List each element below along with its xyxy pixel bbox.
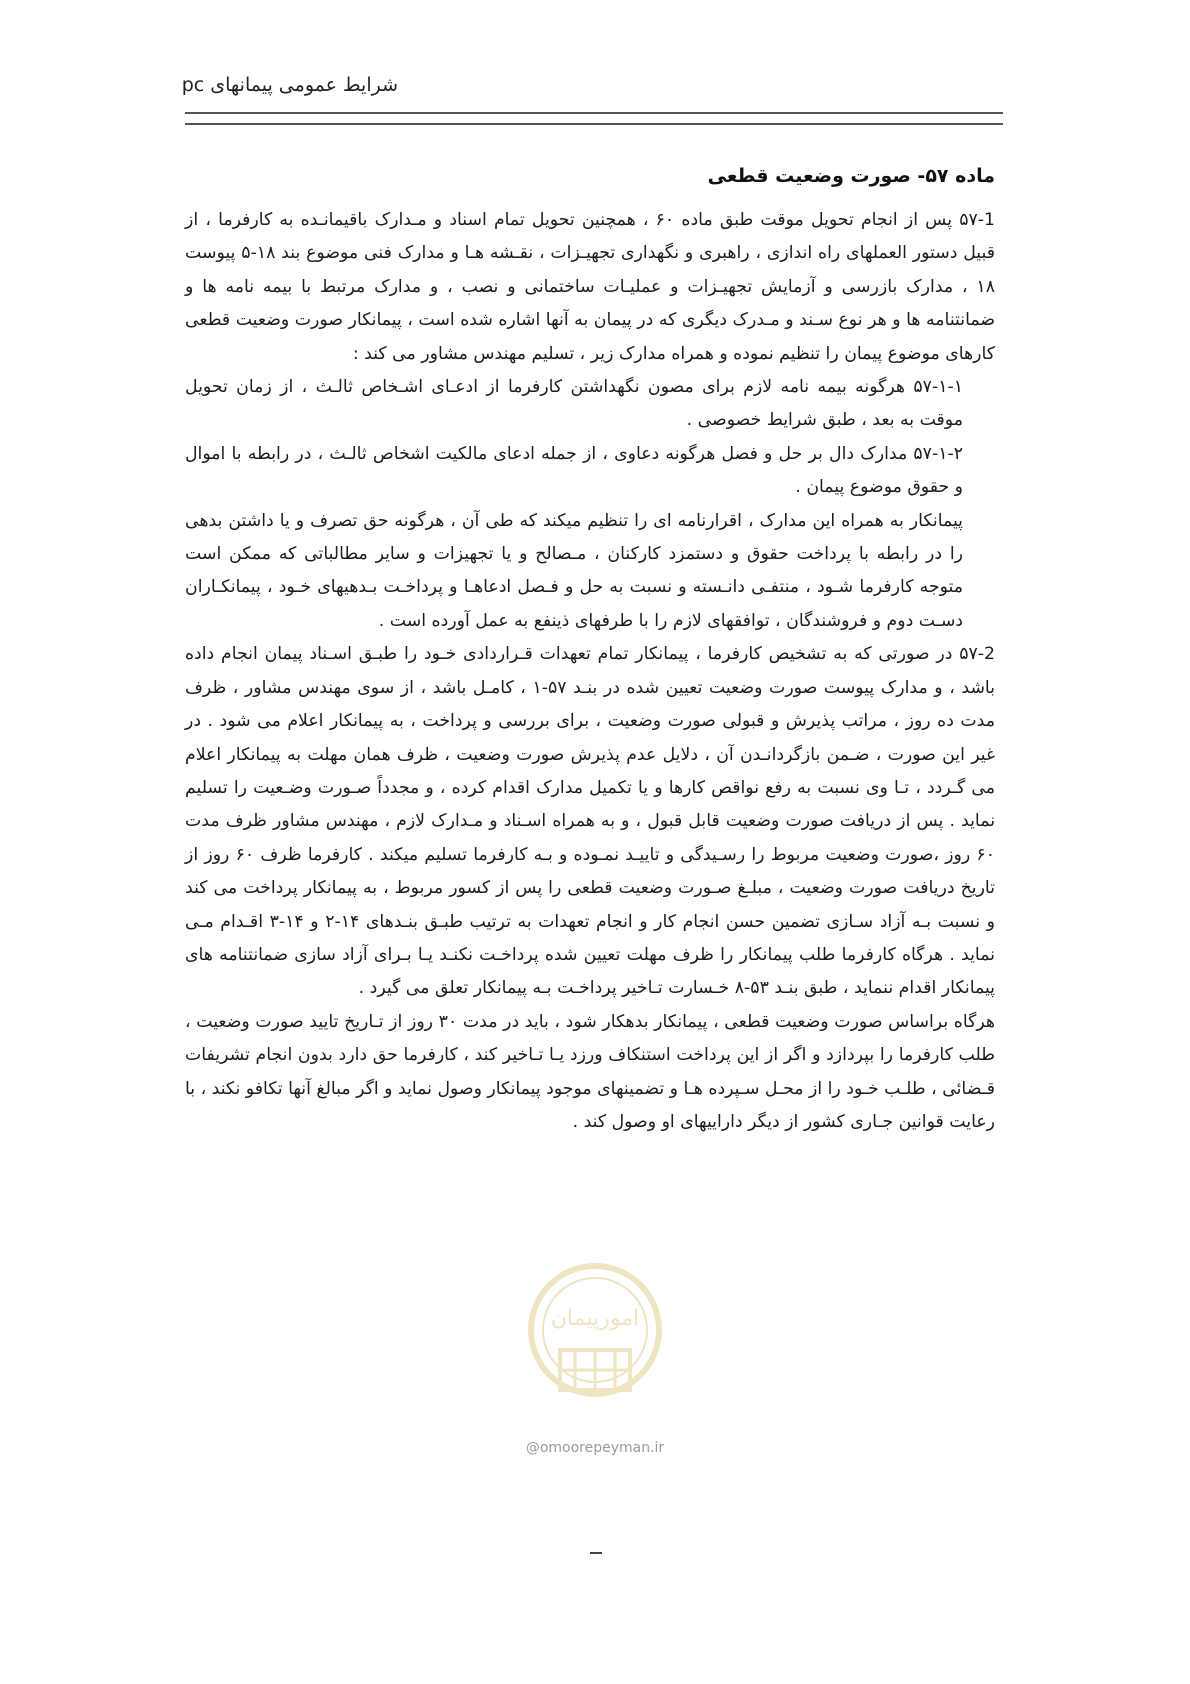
paragraph-57-1-2: ۵۷-۱-۲ مدارک دال بر حل و فصل هرگونه دعاوی ، از جمله ادعای مالکیت اشخاص ثالـث ، در رابطه با اموال و حقوق موضوع پیمان . xyxy=(185,443,963,498)
header-double-rule xyxy=(185,112,1003,125)
watermark-site: @omoorepeyman.ir xyxy=(525,1440,665,1456)
paragraph-contractor-declaration: پیمانکار به همراه این مدارک ، اقرارنامه ای را تنظیم میکند که طی آن ، هرگونه حق تصرف و یا داشتن بدهی را در رابطه با پرداخت حقوق و دستمزد کارکنان ، مـصالح و یا تجهیزات و سایر مطالباتی که ممکن است متوجه کارفرما شـود ، منتفـی دانـسته و نسبت به حل و فـصل ادعاهـا و پرداخـت بـدهیهای خـود ، پیمانکـاران دسـت دوم و فروشندگان ، توافقهای لازم را با طرفهای ذینفع به عمل آورده است . xyxy=(185,510,963,631)
paragraph-57-2: ۵۷-2 در صورتی که به تشخیص کارفرما ، پیمانکار تمام تعهدات قـراردادی خـود را طبـق اسـناد پیمان انجام داده باشد ، و مدارک پیوست صورت وضعیت تعیین شده در بنـد ۵۷-۱ ، کامـل باشد ، از سوی مهندس مشاور ، ظرف مدت ده روز ، مراتب پذیرش و قبولی صورت وضعیت ، برای بررسی و پرداخت ، به پیمانکار اعلام می شود . در غیر این صورت ، ضـمن بازگردانـدن آن ، دلایل عدم پذیرش صورت وضعیت ، ظرف همان مهلت به پیمانکار اعلام می گـردد ، تـا وی نسبت به رفع نواقص کارها و یا تکمیل مدارک اقدام کرده ، و مجدداً صـورت وضـعیت را تسلیم نماید . پس از دریافت صورت وضعیت قابل قبول ، و به همراه اسـناد و مـدارک لازم ، مهندس مشاور ظرف مدت ۶۰ روز ،صورت وضعیت مربوط را رسـیدگی و تاییـد نمـوده و بـه کارفرما تسلیم میکند . کارفرما ظرف ۶۰ روز از تاریخ دریافت صورت وضعیت ، مبلـغ صـورت وضعیت قطعی را پس از کسور مربوط ، به پیمانکار پرداخت می کند و نسبت بـه آزاد سـازی تضمین حسن انجام کار و انجام تعهدات به ترتیب طبـق بنـدهای ۱۴-۲ و ۱۴-۳ اقـدام مـی نماید . هرگاه کارفرما طلب پیمانکار را ظرف مهلت تعیین شده پرداخـت نکنـد یـا بـرای آزاد سازی ضمانتنامه های پیمانکار اقدام ننماید ، طبق بنـد ۵۳-۸ خـسارت تـاخیر پرداخـت بـه پیمانکار تعلق می گیرد . xyxy=(185,644,995,999)
running-header-title: شرایط عمومی پیمانهای pc xyxy=(181,74,398,96)
paragraph-57-1-1: ۵۷-۱-۱ هرگونه بیمه نامه لازم برای مصون نگهداشتن کارفرما از ادعـای اشـخاص ثالـث ، از زمان تحویل موقت به بعد ، طبق شرایط خصوصی . xyxy=(185,377,963,431)
watermark-logo xyxy=(520,1255,670,1445)
section-heading: ماده ۵۷- صورت وضعیت قطعی xyxy=(707,165,995,187)
paragraph-contractor-debtor: هرگاه براساس صورت وضعیت قطعی ، پیمانکار بدهکار شود ، باید در مدت ۳۰ روز از تـاریخ تایید صورت وضعیت ، طلب کارفرما را بپردازد و اگر از این پرداخت استنکاف ورزد یـا تـاخیر کند ، کارفرما حق دارد بدون انجام تشریفات قـضائی ، طلـب خـود را از محـل سـپرده هـا و تضمینهای موجود پیمانکار وصول نماید و اگر مبالغ آنها تکافو نکند ، با رعایت قوانین جـاری کشور از دیگر داراییهای او وصول کند . xyxy=(185,1011,995,1132)
paragraph-57-1: ۵۷-1 پس از انجام تحویل موقت طبق ماده ۶۰ ، همچنین تحویل تمام اسناد و مـدارک باقیمانـده به کارفرما ، از قبیل دستور العملهای راه اندازی ، راهبری و نگهداری تجهیـزات ، نقـشه هـا و مدارک فنی موضوع بند ۱۸-۵ پیوست ۱۸ ، مدارک بازرسی و آزمایش تجهیـزات و عملیـات ساختمانی و نصب ، و مدارک مرتبط با بیمه نامه ها و ضمانتنامه ها و هر نوع سـند و مـدرک دیگری که در پیمان به آنها اشاره شده است ، پیمانکار صورت وضعیت قطعی کارهای موضوع پیمان را تنظیم نموده و همراه مدارک زیر ، تسلیم مهندس مشاور می کند : xyxy=(185,210,995,364)
page-number-mark xyxy=(590,1552,602,1554)
article-body xyxy=(185,204,995,1139)
watermark-logo-text: امورپیمان xyxy=(550,1306,640,1331)
